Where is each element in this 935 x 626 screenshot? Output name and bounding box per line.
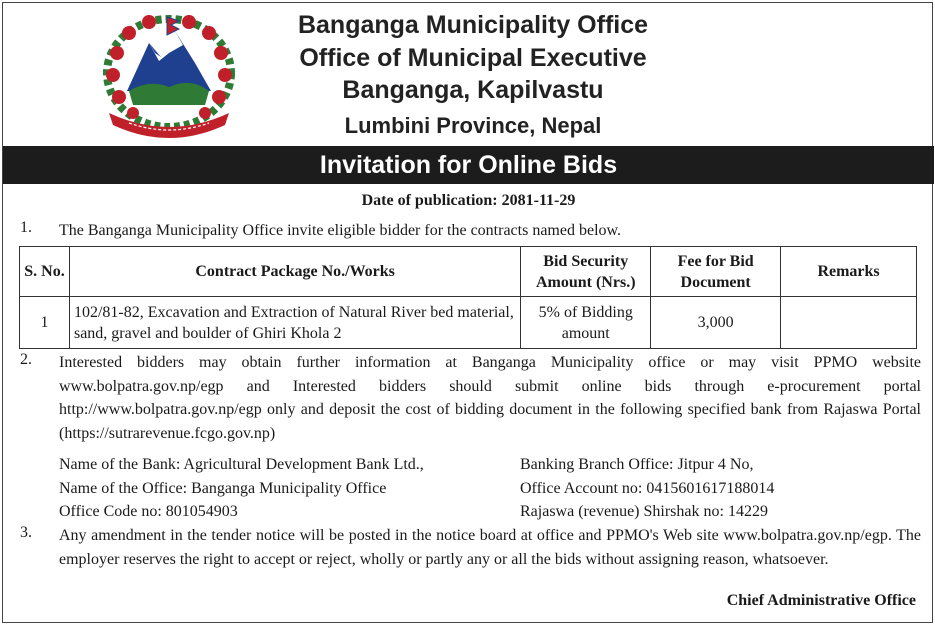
bank-details-left bbox=[59, 453, 509, 524]
cell-security: 5% of Bidding amount bbox=[521, 297, 651, 349]
cell-remarks bbox=[781, 297, 917, 349]
para2-text: Interested bidders may obtain further information at Banganga Municipality office or may visit PPMO website www.bolpatra.gov.np/egp and Interested bidders should submit online bids through e-procurement portal http://www.bolpatra.gov.np/egp only and deposit the cost of bidding document in the following specified bank from Rajaswa Portal (https://sutrarevenue.fcgo.gov.np) bbox=[59, 354, 921, 442]
cell-work: 102/81-82, Excavation and Extraction of Natural River bed material, sand, gravel and boulder of Ghiri Khola 2 bbox=[69, 297, 520, 349]
contracts-table bbox=[19, 246, 917, 349]
para1-number: 1. bbox=[20, 219, 32, 236]
bank-details-right bbox=[520, 453, 920, 524]
signature: Chief Administrative Office bbox=[726, 592, 916, 609]
office-subtitle: Office of Municipal Executive bbox=[299, 44, 647, 72]
table-row bbox=[20, 297, 917, 349]
header-sn: S. No. bbox=[20, 247, 70, 297]
office-name-detail: Name of the Office: Banganga Municipality Office bbox=[59, 479, 387, 497]
cell-fee: 3,000 bbox=[651, 297, 781, 349]
office-code: Office Code no: 801054903 bbox=[59, 503, 238, 520]
notice-title-banner: Invitation for Online Bids bbox=[3, 146, 934, 184]
header-fee: Fee for Bid Document bbox=[651, 247, 781, 297]
province-line: Lumbini Province, Nepal bbox=[344, 113, 602, 138]
header-security: Bid Security Amount (Nrs.) bbox=[521, 247, 651, 297]
para1-text: The Banganga Municipality Office invite eligible bidder for the contracts named below. bbox=[59, 222, 622, 239]
cell-sn: 1 bbox=[20, 297, 70, 349]
publication-date-value: 2081-11-29 bbox=[501, 192, 576, 209]
publication-label: Date of publication: bbox=[361, 192, 498, 209]
para2-number: 2. bbox=[20, 351, 32, 368]
para3-number: 3. bbox=[20, 524, 32, 541]
table-header-row bbox=[20, 247, 917, 297]
branch-office: Banking Branch Office: Jitpur 4 No, bbox=[520, 456, 754, 473]
revenue-shirshak: Rajaswa (revenue) Shirshak no: 14229 bbox=[520, 503, 768, 520]
notice-page bbox=[2, 2, 933, 623]
header-work: Contract Package No./Works bbox=[69, 247, 520, 297]
para3-text: Any amendment in the tender notice will be posted in the notice board at office and PPMO's Web site www.bolpatra.gov.np/egp. The employer reserves the right to accept or reject, wholly or partly any or all the bids without assigning reason, whatsoever. bbox=[59, 527, 921, 568]
publication-date bbox=[3, 192, 934, 210]
bank-name: Name of the Bank: Agricultural Development Bank Ltd., bbox=[59, 456, 424, 473]
account-number: Office Account no: 0415601617188014 bbox=[520, 479, 775, 497]
office-name: Banganga Municipality Office bbox=[297, 11, 649, 39]
nepal-government-emblem-icon bbox=[99, 13, 239, 138]
office-location: Banganga, Kapilvastu bbox=[342, 76, 604, 104]
header bbox=[3, 3, 934, 145]
header-remarks: Remarks bbox=[781, 247, 917, 297]
